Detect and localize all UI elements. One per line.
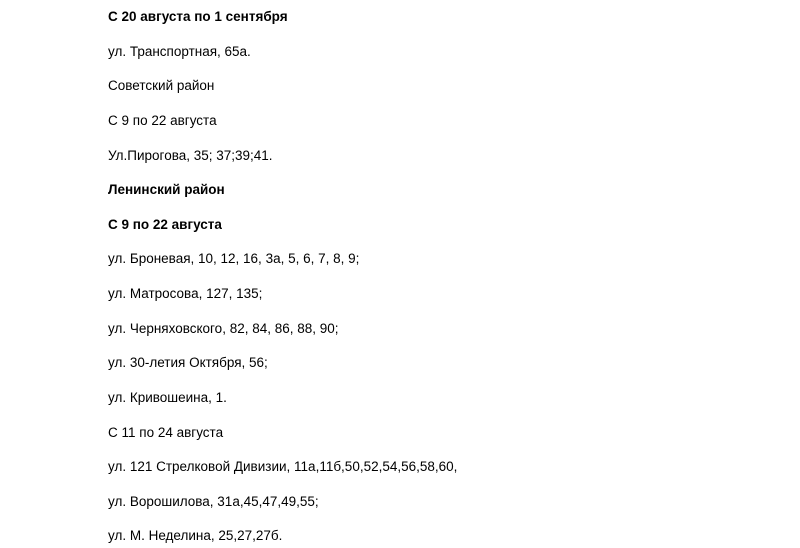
address-line: Ул.Пирогова, 35; 37;39;41. [108,148,273,163]
district-heading: Ленинский район [108,182,225,197]
date-range-line: С 11 по 24 августа [108,425,224,440]
address-line: ул. Матросова, 127, 135; [108,286,263,301]
address-line: ул. Транспортная, 65а. [108,44,251,59]
address-line: ул. М. Неделина, 25,27,27б. [108,528,283,543]
date-range-heading: С 9 по 22 августа [108,217,222,232]
document-body [108,0,800,548]
address-line: ул. Ворошилова, 31а,45,47,49,55; [108,494,319,509]
address-line: ул. Броневая, 10, 12, 16, 3а, 5, 6, 7, 8, 9; [108,251,360,266]
address-line: ул. Кривошеина, 1. [108,390,227,405]
date-range-heading: С 20 августа по 1 сентября [108,9,288,24]
address-line: ул. Черняховского, 82, 84, 86, 88, 90; [108,321,339,336]
address-line: ул. 121 Стрелковой Дивизии, 11а,11б,50,52,54,56,58,60, [108,459,458,474]
address-line: ул. 30-летия Октября, 56; [108,355,268,370]
date-range-line: С 9 по 22 августа [108,113,217,128]
district-heading: Советский район [108,78,215,93]
